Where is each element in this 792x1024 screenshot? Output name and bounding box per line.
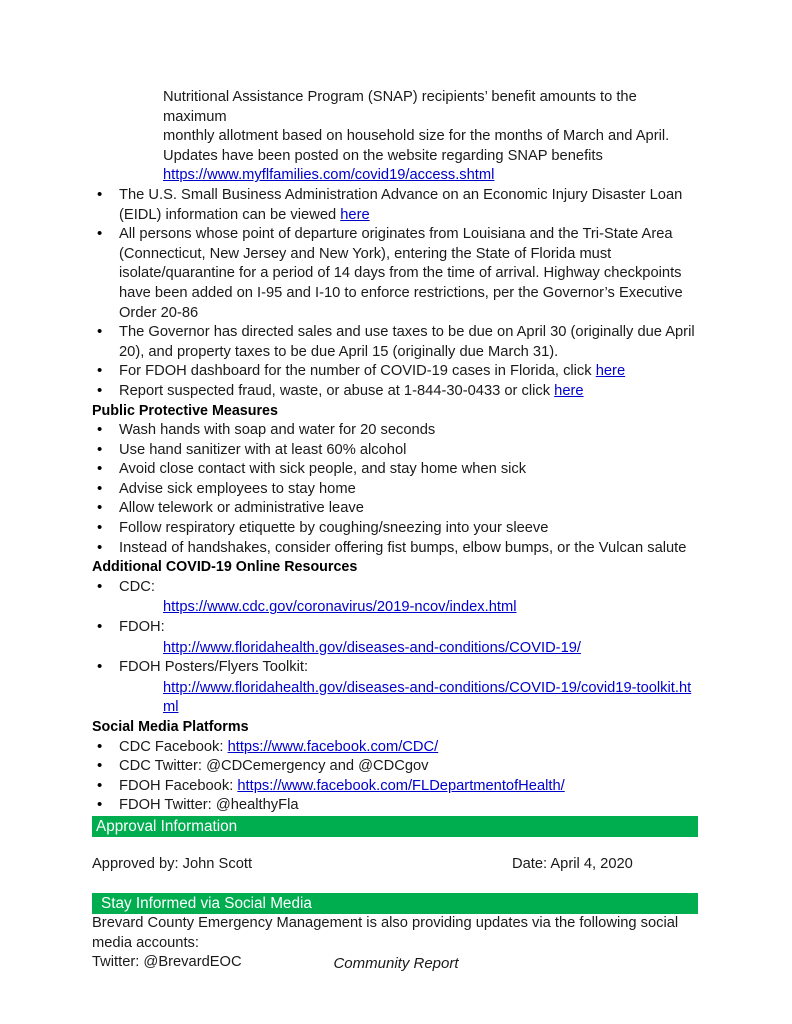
social-media-platforms-heading: Social Media Platforms xyxy=(92,719,249,735)
platform-label: FDOH Facebook: xyxy=(119,777,238,794)
stay-informed-banner: Stay Informed via Social Media xyxy=(92,893,698,914)
continuation-paragraph xyxy=(92,88,698,186)
resource-label: CDC: xyxy=(119,578,155,595)
list-item: • Advise sick employees to stay home xyxy=(92,480,698,500)
continuation-line-2: monthly allotment based on household size for the months of March and April. xyxy=(163,128,670,145)
stay-informed-line-1: Brevard County Emergency Management is also providing updates via the following social xyxy=(92,914,679,931)
online-resources-list xyxy=(92,578,698,718)
list-item: • Avoid close contact with sick people, and stay home when sick xyxy=(92,460,698,480)
bullet-text: For FDOH dashboard for the number of COVID-19 cases in Florida, click xyxy=(119,363,596,380)
fraud-report-here-link[interactable]: here xyxy=(554,382,584,399)
list-item: • Follow respiratory etiquette by coughing/sneezing into your sleeve xyxy=(92,519,698,539)
platform-label: CDC Facebook: xyxy=(119,738,228,755)
list-item xyxy=(92,382,698,402)
fdoh-resource-link[interactable]: http://www.floridahealth.gov/diseases-and-conditions/COVID-19/ xyxy=(163,639,581,656)
fdoh-dashboard-here-link[interactable]: here xyxy=(595,363,626,380)
list-item xyxy=(92,323,698,362)
bullet-text: The Governor has directed sales and use taxes to be due on April 30 (originally due April 20), and property taxes to be due April 15 (originally due March 31). xyxy=(119,324,695,360)
approval-row xyxy=(92,855,698,875)
stay-informed-line-3: Twitter: @BrevardEOC xyxy=(92,954,242,971)
approval-information-banner: Approval Information xyxy=(92,816,698,837)
platform-value: @healthyFla xyxy=(215,797,299,814)
bullet-text: All persons whose point of departure originates from Louisiana and the Tri-State Area (Connecticut, New Jersey and New York), entering the State of Florida must isolate/quarantine for a period of 14 days from the time of arrival. Highway checkpoints have been added on I-95 and I-10 to enforce restrictions, per the Governor’s Executive Order 20-86 xyxy=(119,226,683,321)
protective-measures-list xyxy=(92,421,698,558)
list-item: • Instead of handshakes, consider offering fist bumps, elbow bumps, or the Vulcan salute xyxy=(92,539,698,559)
approval-date-text: Date: April 4, 2020 xyxy=(512,855,633,872)
approved-by-text: Approved by: John Scott xyxy=(92,855,253,872)
list-item xyxy=(92,362,698,382)
continuation-line-3: Updates have been posted on the website regarding SNAP benefits xyxy=(163,147,603,164)
cdc-facebook-link[interactable]: https://www.facebook.com/CDC/ xyxy=(227,738,439,755)
platform-value: @CDCemergency and @CDCgov xyxy=(206,758,429,775)
list-item: • Use hand sanitizer with at least 60% alcohol xyxy=(92,441,698,461)
list-item xyxy=(92,757,698,777)
platform-label: FDOH Twitter: xyxy=(119,797,216,814)
social-media-platforms-list xyxy=(92,738,698,816)
eidl-here-link[interactable]: here xyxy=(340,206,370,223)
bullet-text: The U.S. Small Business Administration Advance on an Economic Injury Disaster Loan (EIDL) information can be viewed xyxy=(119,186,683,223)
document-content xyxy=(92,88,698,973)
cdc-resource-link[interactable]: https://www.cdc.gov/coronavirus/2019-ncov/index.html xyxy=(163,599,517,616)
fdoh-toolkit-link[interactable]: http://www.floridahealth.gov/diseases-and-conditions/COVID-19/covid19-toolkit.html xyxy=(163,679,692,716)
fdoh-facebook-link[interactable]: https://www.facebook.com/FLDepartmentofHealth/ xyxy=(237,777,565,794)
list-item xyxy=(92,186,698,225)
list-item xyxy=(92,225,698,323)
updates-bullet-list xyxy=(92,186,698,402)
resource-label: FDOH Posters/Flyers Toolkit: xyxy=(119,659,309,676)
list-item xyxy=(92,658,698,718)
stay-informed-line-2: media accounts: xyxy=(92,934,199,951)
list-item: • Allow telework or administrative leave xyxy=(92,499,698,519)
public-protective-measures-heading: Public Protective Measures xyxy=(92,402,278,419)
list-item xyxy=(92,578,698,618)
list-item xyxy=(92,796,698,816)
resource-label: FDOH: xyxy=(119,619,165,636)
snap-benefits-link[interactable]: https://www.myflfamilies.com/covid19/access.shtml xyxy=(163,167,495,184)
list-item xyxy=(92,738,698,758)
online-resources-heading: Additional COVID-19 Online Resources xyxy=(92,559,358,576)
list-item: • Wash hands with soap and water for 20 seconds xyxy=(92,421,698,441)
platform-label: CDC Twitter: xyxy=(119,758,207,775)
list-item xyxy=(92,618,698,658)
list-item xyxy=(92,777,698,797)
continuation-line-1: Nutritional Assistance Program (SNAP) recipients’ benefit amounts to the maximum xyxy=(163,89,637,125)
bullet-text: Report suspected fraud, waste, or abuse at 1-844-30-0433 or click xyxy=(119,382,555,399)
page-footer: Community Report xyxy=(333,955,459,972)
